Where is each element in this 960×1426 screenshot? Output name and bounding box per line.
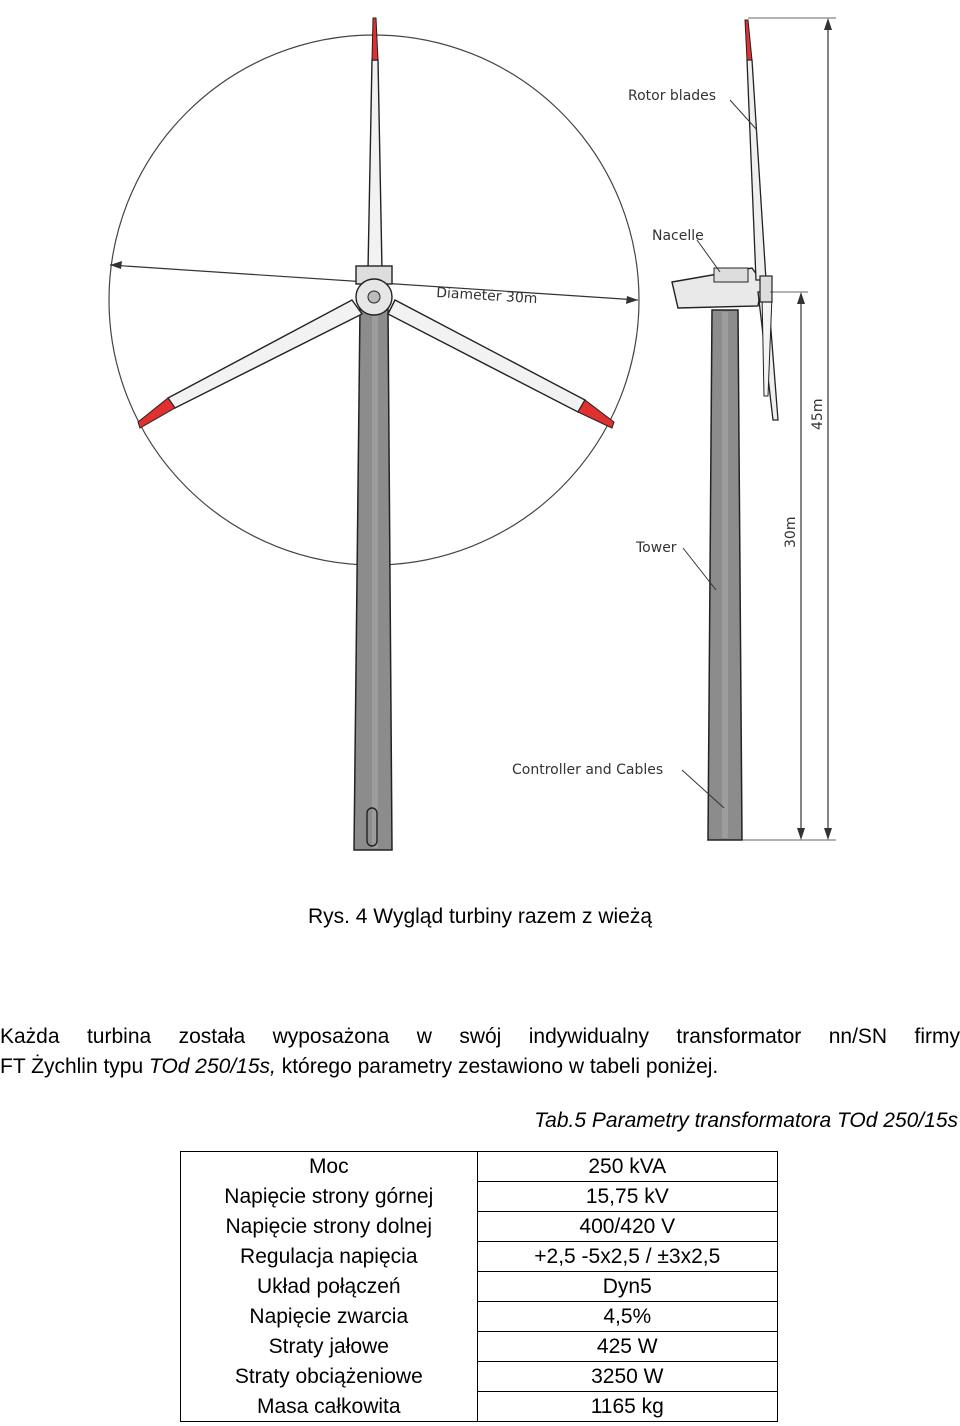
table-row <box>181 1332 778 1362</box>
body-paragraph <box>0 1022 960 1082</box>
blade-right <box>388 300 585 412</box>
hub-center <box>368 291 380 303</box>
paragraph-line-1: Każda turbina została wyposażona w swój indywidualny transformator nn/SN firmy <box>0 1025 960 1048</box>
param-value: 3250 W <box>477 1362 777 1392</box>
nacelle-leader <box>697 240 720 272</box>
param-name: Regulacja napięcia <box>181 1242 478 1272</box>
blade-left <box>168 300 362 408</box>
param-value: 4,5% <box>477 1302 777 1332</box>
height-45-label: 45m <box>810 398 826 430</box>
paragraph-line-2-pre: FT Żychlin typu <box>0 1055 149 1078</box>
paragraph-line-2 <box>0 1052 960 1082</box>
tower-label: Tower <box>636 540 677 556</box>
side-hub <box>760 276 772 302</box>
param-value: 1165 kg <box>477 1392 777 1422</box>
table-row <box>181 1272 778 1302</box>
param-name: Moc <box>181 1152 478 1182</box>
param-name: Napięcie zwarcia <box>181 1302 478 1332</box>
transformer-parameters-table <box>180 1151 778 1422</box>
height-30-arrow-bottom <box>797 828 805 840</box>
param-value: 400/420 V <box>477 1212 777 1242</box>
table-row <box>181 1362 778 1392</box>
table-row <box>181 1182 778 1212</box>
table-row <box>181 1242 778 1272</box>
side-blade-up-tip <box>745 20 752 60</box>
height-45-arrow-top <box>824 18 832 30</box>
table-row <box>181 1392 778 1422</box>
param-name: Masa całkowita <box>181 1392 478 1422</box>
figure-caption: Rys. 4 Wygląd turbiny razem z wieżą <box>307 905 653 928</box>
param-name: Układ połączeń <box>181 1272 478 1302</box>
height-45-arrow-bottom <box>824 828 832 840</box>
nacelle-label: Nacelle <box>652 228 704 244</box>
table-title: Tab.5 Parametry transformatora TOd 250/15s <box>534 1109 958 1132</box>
diameter-arrow-right <box>626 296 638 304</box>
param-value: 250 kVA <box>477 1152 777 1182</box>
paragraph-line-2-model: TOd 250/15s, <box>149 1055 276 1078</box>
blade-up-tip <box>372 18 378 60</box>
diameter-label: Diameter 30m <box>435 285 538 308</box>
blade-right-tip <box>578 400 614 428</box>
rotor-blades-label: Rotor blades <box>628 88 717 104</box>
side-blade-up <box>747 60 766 280</box>
paragraph-line-2-post: którego parametry zestawiono w tabeli poniżej. <box>275 1055 719 1078</box>
param-name: Napięcie strony dolnej <box>181 1212 478 1242</box>
blade-left-tip <box>138 398 175 428</box>
height-30-arrow-top <box>797 292 805 304</box>
blade-up <box>368 60 382 270</box>
param-value: 425 W <box>477 1332 777 1362</box>
controller-label: Controller and Cables <box>512 762 664 778</box>
height-30-label: 30m <box>783 516 799 548</box>
table-row <box>181 1212 778 1242</box>
table-row <box>181 1152 778 1182</box>
param-value: 15,75 kV <box>477 1182 777 1212</box>
param-name: Napięcie strony górnej <box>181 1182 478 1212</box>
param-value: +2,5 -5x2,5 / ±3x2,5 <box>477 1242 777 1272</box>
param-name: Straty jałowe <box>181 1332 478 1362</box>
table-row <box>181 1302 778 1332</box>
param-value: Dyn5 <box>477 1272 777 1302</box>
param-name: Straty obciążeniowe <box>181 1362 478 1392</box>
